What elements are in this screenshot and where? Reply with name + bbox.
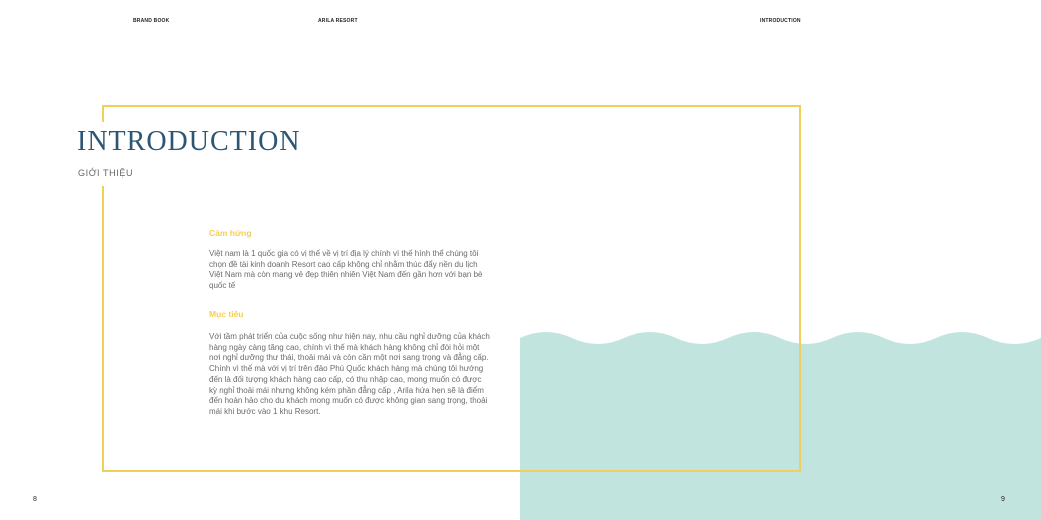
page-number-left: 8 <box>33 496 37 503</box>
page-title: INTRODUCTION <box>77 126 301 157</box>
section-body-inspiration: Việt nam là 1 quốc gia có vị thế về vị trí địa lý chính vì thế hình thể chúng tôi chọn đề tài kinh doanh Resort cao cấp không chỉ nhằm thúc đẩy nền du lịch Việt Nam mà còn mang vẻ đẹp thiên nhiên Việt Nam đến gần hơn với bạn bè quốc tế <box>209 249 483 291</box>
section-heading-inspiration: Cảm hứng <box>209 228 252 238</box>
header-brand-book: BRAND BOOK <box>133 18 170 24</box>
page-subtitle: GIỚI THIỆU <box>78 168 134 178</box>
header-section-name: INTRODUCTION <box>760 18 801 24</box>
header-resort-name: ARILA RESORT <box>318 18 358 24</box>
page-number-right: 9 <box>1001 496 1005 503</box>
section-body-goal: Với tầm phát triển của cuộc sống như hiện nay, nhu cầu nghỉ dưỡng của khách hàng ngày càng tăng cao, chính vì thế mà khách hàng không chỉ đòi hỏi một nơi nghỉ dưỡng thư thái, thoải mái và còn cần một nơi sang trọng và đẳng cấp. Chính vì thế mà với vị trí trên đảo Phú Quốc khách hàng mà chúng tôi hướng đến là đối tượng khách hàng cao cấp, có thu nhập cao, mong muốn có được kỳ nghỉ thoải mái nhưng không kém phần đẳng cấp , Arila hứa hẹn sẽ là điểm đến hoàn hảo cho du khách mong muốn có được không gian sang trọng, thoải mái khi bước vào 1 khu Resort. <box>209 332 490 416</box>
section-heading-goal: Mục tiêu <box>209 309 244 319</box>
